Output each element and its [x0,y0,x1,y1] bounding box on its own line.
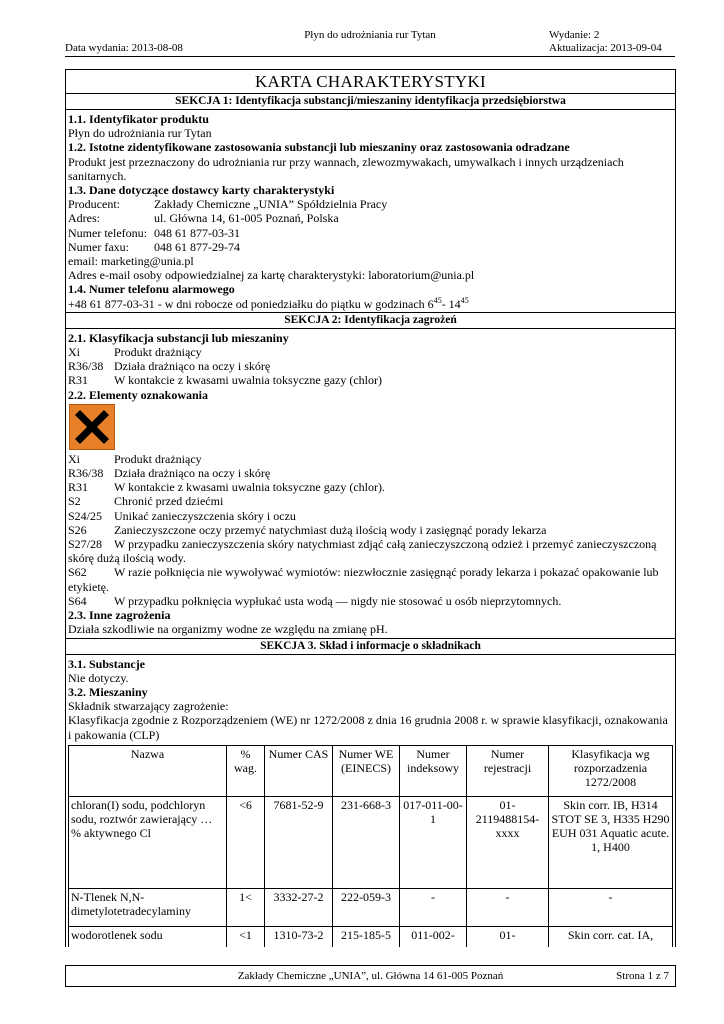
other-hazards: Działa szkodliwie na organizmy wodne ze względu na zmianę pH. [68,622,388,637]
table-cell: 01-2119488154-xxxx [467,796,549,888]
document-title: KARTA CHARAKTERYSTYKI [254,72,487,91]
producer-label: Producent: [68,197,120,212]
table-header-cell: Numer CAS [265,745,333,796]
label-code: Xi [68,451,80,466]
label-text: W przypadku połknięcia wypłukać usta wodą — nigdy nie stosować u osób nieprzytomnych. [114,593,562,608]
label-row [68,452,673,466]
document-frame [65,69,676,947]
label-text: Unikać zanieczyszczenia skóry i oczu [114,508,296,523]
section-2-heading: SEKCJA 2: Identyfikacja zagrożeń [66,312,675,329]
section-2-body [66,329,675,638]
header-product: Płyn do udrożniania rur Tytan [304,29,436,41]
label-row [68,494,673,508]
label-text: Działa drażniąco na oczy i skórę [114,466,271,481]
label-row [68,523,673,537]
label-code: S62 [68,565,87,580]
class-code: R31 [68,373,89,388]
class-text: Produkt drażniący [114,345,202,360]
subheading-3-1: 3.1. Substancje [68,656,146,671]
responsible-email: Adres e-mail osoby odpowiedzialnej za kartę charakterystyki: laboratorium@unia.pl [68,268,475,283]
label-text: W przypadku zanieczyszczenia skóry natychmiast zdjąć całą zanieczyszczoną odzież i przemyć zanieczyszczoną skórę dużą ilością wody. [68,537,657,566]
page-footer [65,965,676,987]
table-header-cell: Nazwa [69,745,227,796]
emergency-sup-1: 45 [433,295,442,305]
substances-text: Nie dotyczy. [68,670,129,685]
label-code: S2 [68,494,81,509]
table-cell: Skin corr. IB, H314 STOT SE 3, H335 H290 EUH 031 Aquatic acute. 1, H400 [549,796,673,888]
class-row [68,359,673,373]
table-cell: chloran(I) sodu, podchloryn sodu, roztwór zawierający … % aktywnego Cl [69,796,227,888]
address-label: Adres: [68,211,100,226]
class-text: W kontakcie z kwasami uwalnia toksyczne gazy (chlor) [114,373,383,388]
producer-row [68,197,673,211]
class-row [68,373,673,387]
label-row [68,480,673,494]
section-3-body [66,655,675,743]
class-code: R36/38 [68,359,104,374]
harmful-cross-icon [69,404,115,450]
classification-note: Klasyfikacja zgodnie z Rozporządzeniem (WE) nr 1272/2008 z dnia 16 grudnia 2008 r. w sprawie klasyfikacji, oznakowania i pakowania (CLP) [68,713,668,742]
table-cell: 3332-27-2 [265,888,333,926]
label-code: S24/25 [68,508,103,523]
table-row [69,926,673,947]
label-text: Chronić przed dziećmi [114,494,224,509]
header-update: Aktualizacja: 2013-09-04 [549,42,662,54]
phone-label: Numer telefonu: [68,225,147,240]
subheading-3-2: 3.2. Mieszaniny [68,684,148,699]
subheading-1-2: 1.2. Istotne zidentyfikowane zastosowania substancji lub mieszaniny oraz zastosowania odradzane [68,140,570,155]
subheading-2-3: 2.3. Inne zagrożenia [68,608,171,623]
phone-row [68,226,673,240]
table-cell: - [549,888,673,926]
table-cell: <1 [227,926,265,947]
label-text: W razie połknięcia nie wywoływać wymiotów: niezwłocznie zasięgnąć porady lekarza i pokazać opakowanie lub etykietę. [68,565,659,594]
table-cell: 1< [227,888,265,926]
table-cell: 017-011-00-1 [400,796,467,888]
label-row [68,594,673,608]
label-row [68,565,673,593]
table-cell: 1310-73-2 [265,926,333,947]
table-cell: 011-002- [400,926,467,947]
product-use: Produkt jest przeznaczony do udrożniania rur przy wannach, zlewozmywakach, umywalkach i innych urządzeniach sanitarnych. [68,154,624,183]
fax-value: 048 61 877-29-74 [154,239,240,254]
class-code: Xi [68,345,80,360]
table-cell: Skin corr. cat. IA, [549,926,673,947]
footer-company: Zakłady Chemiczne „UNIA”, ul. Główna 14 61-005 Poznań [237,970,504,982]
product-name: Płyn do udrożniania rur Tytan [68,126,212,141]
address-row [68,211,673,225]
fax-label: Numer faxu: [68,239,129,254]
table-cell: <6 [227,796,265,888]
table-cell: 7681-52-9 [265,796,333,888]
label-code: S27/28 [68,537,103,552]
table-header-row [69,745,673,796]
subheading-1-4: 1.4. Numer telefonu alarmowego [68,282,235,297]
header-edition: Wydanie: 2 [549,29,600,41]
table-cell: wodorotlenek sodu [69,926,227,947]
label-row [68,509,673,523]
emergency-text: +48 61 877-03-31 - w dni robocze od poniedziałku do piątku w godzinach 6 [68,296,434,311]
section-3-heading: SEKCJA 3. Skład i informacje o składnikach [66,638,675,655]
emergency-end: - 14 [441,296,461,311]
emergency-phone [68,297,673,311]
label-code: S26 [68,522,87,537]
address-value: ul. Główna 14, 61-005 Poznań, Polska [154,211,339,226]
label-text: W kontakcie z kwasami uwalnia toksyczne gazy (chlor). [114,480,386,495]
class-row [68,345,673,359]
label-code: R31 [68,480,89,495]
label-text: Produkt drażniący [114,451,202,466]
header-issue-date: Data wydania: 2013-08-08 [65,42,183,54]
subheading-2-2: 2.2. Elementy oznakowania [68,387,209,402]
table-header-cell: Numer WE (EINECS) [333,745,400,796]
section-1-heading: SEKCJA 1: Identyfikacja substancji/mieszaniny identyfikacja przedsiębiorstwa [66,93,675,110]
table-header-cell: Numer indeksowy [400,745,467,796]
table-row [69,888,673,926]
subheading-1-3: 1.3. Dane dotyczące dostawcy karty charakterystyki [68,183,335,198]
table-cell: - [467,888,549,926]
table-cell: N-Tlenek N,N-dimetylotetradecylaminy [69,888,227,926]
table-header-cell: Klasyfikacja wg rozporzadzenia 1272/2008 [549,745,673,796]
subheading-2-1: 2.1. Klasyfikacja substancji lub mieszaniny [68,330,289,345]
email: email: marketing@unia.pl [68,254,194,269]
composition-table [68,745,673,947]
class-text: Działa drażniąco na oczy i skórę [114,359,271,374]
fax-row [68,240,673,254]
label-row [68,537,673,565]
label-text: Zanieczyszczone oczy przemyć natychmiast dużą ilością wody i zasięgnąć porady lekarza [114,522,547,537]
table-row [69,796,673,888]
section-1-body [66,110,675,312]
label-row [68,466,673,480]
phone-value: 048 61 877-03-31 [154,225,240,240]
table-header-cell: % wag. [227,745,265,796]
footer-page-number: Strona 1 z 7 [616,970,669,982]
table-cell: 215-185-5 [333,926,400,947]
mixture-intro: Składnik stwarzający zagrożenie: [68,699,229,714]
table-cell: 01- [467,926,549,947]
subheading-1-1: 1.1. Identyfikator produktu [68,112,209,126]
label-code: S64 [68,593,87,608]
table-cell: 231-668-3 [333,796,400,888]
emergency-sup-2: 45 [460,295,469,305]
table-cell: 222-059-3 [333,888,400,926]
table-cell: - [400,888,467,926]
table-header-cell: Numer rejestracji [467,745,549,796]
label-code: R36/38 [68,466,104,481]
page-header [65,28,675,57]
producer-value: Zakłady Chemiczne „UNIA” Spółdzielnia Pracy [154,197,388,212]
